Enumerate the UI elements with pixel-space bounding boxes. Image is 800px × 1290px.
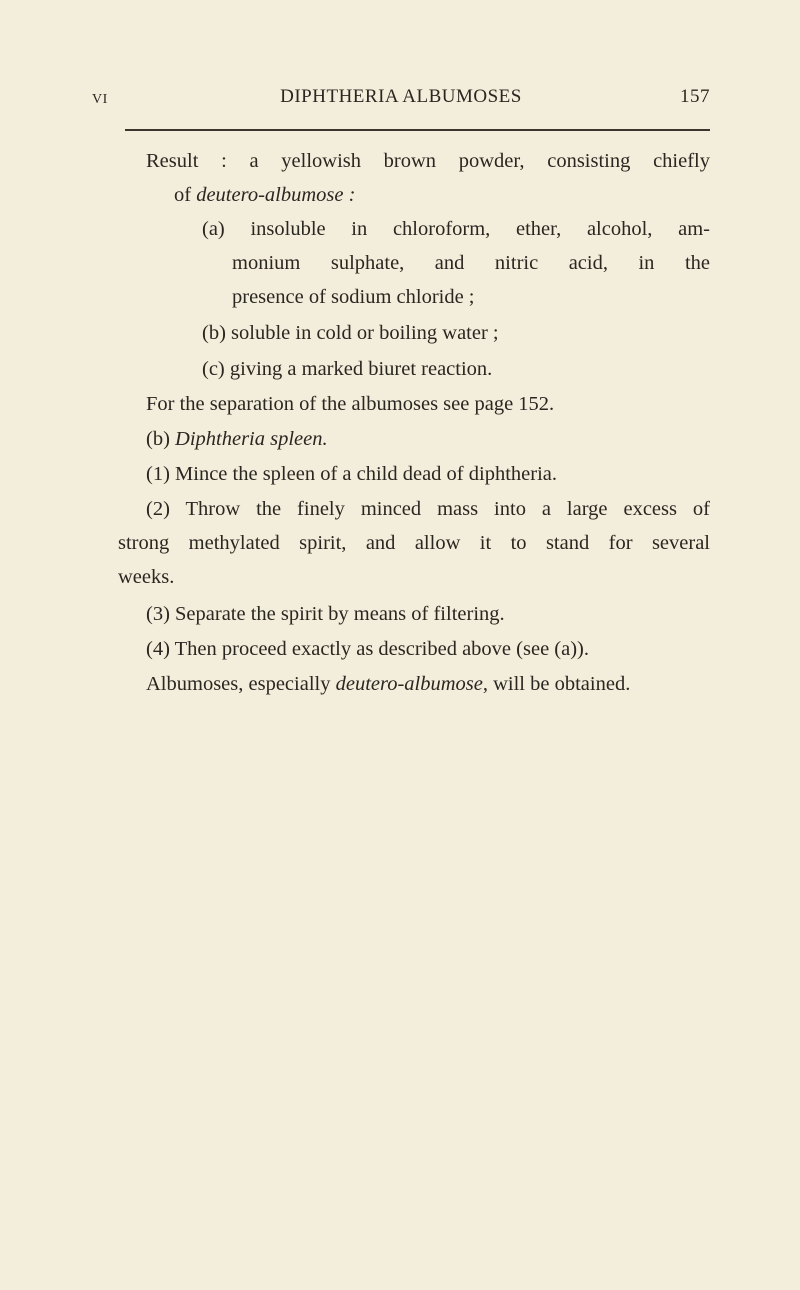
final-suffix: , will be obtained. <box>482 673 631 695</box>
item-a-line-3: presence of sodium chloride ; <box>232 286 475 308</box>
separation-note: For the separation of the albumoses see page 152. <box>146 393 555 415</box>
step-2-line-3: weeks. <box>118 566 175 588</box>
item-a-line-2: monium sulphate, and nitric acid, in the <box>232 252 710 274</box>
final-italic-term: deutero-albumose <box>335 673 483 695</box>
item-c: (c) giving a marked biuret reaction. <box>202 358 493 380</box>
step-2-line-2: strong methylated spirit, and allow it to stand for several <box>118 532 710 554</box>
step-1: (1) Mince the spleen of a child dead of diphtheria. <box>146 463 557 485</box>
running-header <box>92 86 710 114</box>
step-3: (3) Separate the spirit by means of filtering. <box>146 603 505 625</box>
step-4: (4) Then proceed exactly as described above (see (a)). <box>146 638 589 660</box>
deutero-albumose-term: deutero-albumose : <box>196 184 356 206</box>
section-b-title: Diphtheria spleen. <box>175 428 328 450</box>
result-line-2-prefix: of <box>174 184 197 206</box>
result-line-2 <box>174 182 355 208</box>
running-title: DIPHTHERIA ALBUMOSES <box>280 86 522 107</box>
section-b-label: (b) <box>146 428 176 450</box>
header-rule <box>125 129 710 131</box>
item-a-line-1: (a) insoluble in chloroform, ether, alcohol, am- <box>202 218 710 240</box>
final-sentence <box>146 671 630 697</box>
result-line-1: Result : a yellowish brown powder, consisting chiefly <box>146 150 710 172</box>
section-b-heading <box>146 426 328 452</box>
page-number: 157 <box>680 86 710 107</box>
final-prefix: Albumoses, especially <box>146 673 336 695</box>
chapter-number: VI <box>92 92 108 107</box>
step-2-line-1: (2) Throw the finely minced mass into a large excess of <box>146 498 710 520</box>
item-b: (b) soluble in cold or boiling water ; <box>202 322 499 344</box>
